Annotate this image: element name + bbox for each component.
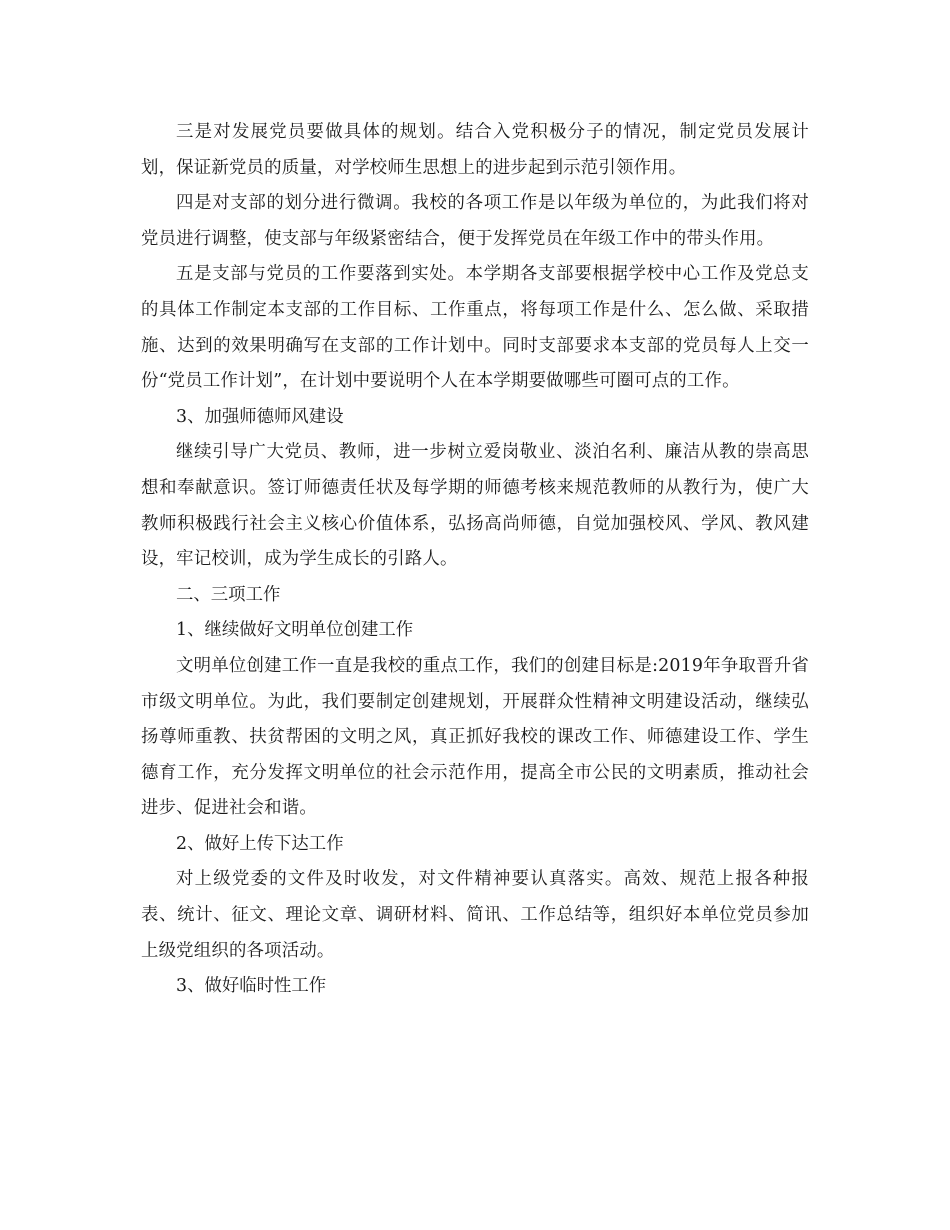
paragraph-civilized-unit: 文明单位创建工作一直是我校的重点工作，我们的创建目标是:2019年争取晋升省市级文明单位。为此，我们要制定创建规划，开展群众性精神文明建设活动，继续弘扬尊师重教、扶贫帮困的文明之风，真正抓好我校的课改工作、师德建设工作、学生德育工作，充分发挥文明单位的社会示范作用，提高全市公民的文明素质，推动社会进步、促进社会和谐。 [141, 655, 809, 819]
heading-civilized-unit: 1、继续做好文明单位创建工作 [176, 620, 414, 641]
heading-three-tasks: 二、三项工作 [176, 584, 281, 605]
paragraph-teacher-ethics: 继续引导广大党员、教师，进一步树立爱岗敬业、淡泊名利、廉洁从教的崇高思想和奉献意识。签订师德责任状及每学期的师德考核来规范教师的从教行为，使广大教师积极践行社会主义核心价值体系，弘扬高尚师德，自觉加强校风、学风、教风建设，牢记校训，成为学生成长的引路人。 [141, 442, 809, 570]
heading-teacher-ethics: 3、加强师德师风建设 [176, 406, 344, 427]
paragraph-branch-adjustment: 四是对支部的划分进行微调。我校的各项工作是以年级为单位的，为此我们将对党员进行调整，使支部与年级紧密结合，便于发挥党员在年级工作中的带头作用。 [141, 193, 809, 249]
heading-communication-work: 2、做好上传下达工作 [176, 833, 344, 854]
paragraph-branch-work-implementation: 五是支部与党员的工作要落到实处。本学期各支部要根据学校中心工作及党总支的具体工作制定本支部的工作目标、工作重点，将每项工作是什么、怎么做、采取措施、达到的效果明确写在支部的工作计划中。同时支部要求本支部的党员每人上交一份“党员工作计划”，在计划中要说明个人在本学期要做哪些可圈可点的工作。 [141, 264, 809, 392]
document-body [141, 115, 809, 1005]
paragraph-communication-work: 对上级党委的文件及时收发，对文件精神要认真落实。高效、规范上报各种报表、统计、征文、理论文章、调研材料、简讯、工作总结等，组织好本单位党员参加上级党组织的各项活动。 [141, 869, 809, 961]
heading-temporary-work: 3、做好临时性工作 [176, 976, 327, 997]
paragraph-party-member-development-plan: 三是对发展党员要做具体的规划。结合入党积极分子的情况，制定党员发展计划，保证新党员的质量，对学校师生思想上的进步起到示范引领作用。 [141, 122, 809, 178]
